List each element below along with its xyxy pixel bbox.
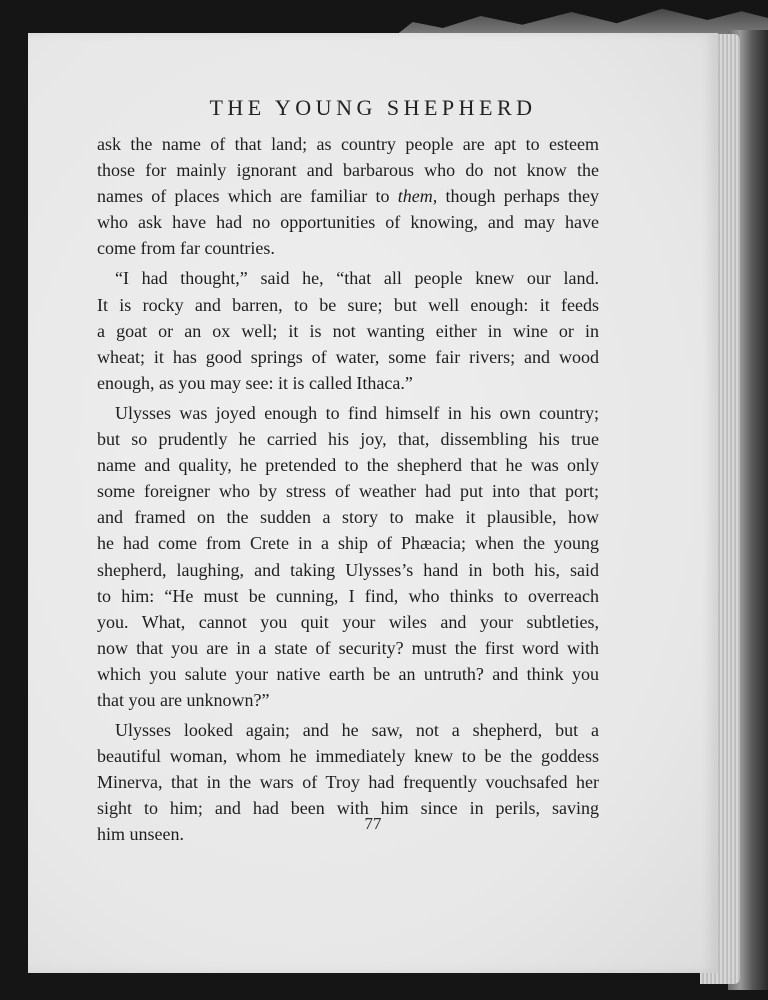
- text-line: come from far countries.: [97, 238, 275, 259]
- text-line: sight to him; and had been with him since in perils, saving: [97, 798, 599, 819]
- text-line: him unseen.: [97, 824, 184, 845]
- running-head: THE YOUNG SHEPHERD: [209, 95, 537, 120]
- text-line: you. What, cannot you quit your wiles and your subtleties,: [97, 611, 599, 632]
- text-line: now that you are in a state of security? must the first word with: [97, 637, 599, 658]
- book-page: [28, 33, 718, 973]
- text-line: It is rocky and barren, to be sure; but well enough: it feeds: [97, 294, 599, 315]
- text-line: some foreigner who by stress of weather had put into that port;: [97, 481, 599, 502]
- text-line-part: though perhaps they: [437, 186, 599, 207]
- text-line: a goat or an ox well; it is not wanting either in wine or in: [97, 320, 599, 341]
- text-line: “I had thought,” said he, “that all people knew our land.: [115, 268, 599, 289]
- text-line: beautiful woman, whom he immediately knew to be the goddess: [97, 746, 599, 767]
- text-line: he had come from Crete in a ship of Phæacia; when the young: [97, 533, 599, 554]
- italic-word: them,: [397, 186, 438, 207]
- text-line: those for mainly ignorant and barbarous who do not know the: [97, 160, 599, 181]
- text-line: shepherd, laughing, and taking Ulysses’s hand in both his, said: [97, 559, 599, 580]
- body-text: [97, 131, 599, 848]
- text-line: that you are unknown?”: [97, 689, 270, 710]
- text-line: Minerva, that in the wars of Troy had frequently vouchsafed her: [97, 772, 599, 793]
- text-line: enough, as you may see: it is called Ithaca.”: [97, 372, 413, 393]
- text-line: Ulysses was joyed enough to find himself in his own country;: [115, 402, 599, 423]
- text-line: which you salute your native earth be an untruth? and think you: [97, 663, 599, 684]
- text-line: ask the name of that land; as country people are apt to esteem: [97, 134, 599, 154]
- text-line: [97, 183, 599, 209]
- text-line: wheat; it has good springs of water, some fair rivers; and wood: [97, 346, 599, 367]
- text-line: and framed on the sudden a story to make it plausible, how: [97, 507, 599, 528]
- text-line: to him: “He must be cunning, I find, who thinks to overreach: [97, 585, 599, 606]
- page-number: 77: [364, 814, 382, 833]
- text-line: name and quality, he pretended to the shepherd that he was only: [97, 455, 599, 476]
- text-line: but so prudently he carried his joy, that, dissembling his true: [97, 429, 599, 450]
- text-line: who ask have had no opportunities of knowing, and may have: [97, 212, 599, 233]
- text-line-part: names of places which are familiar to: [97, 186, 398, 207]
- text-line: Ulysses looked again; and he saw, not a shepherd, but a: [115, 720, 599, 741]
